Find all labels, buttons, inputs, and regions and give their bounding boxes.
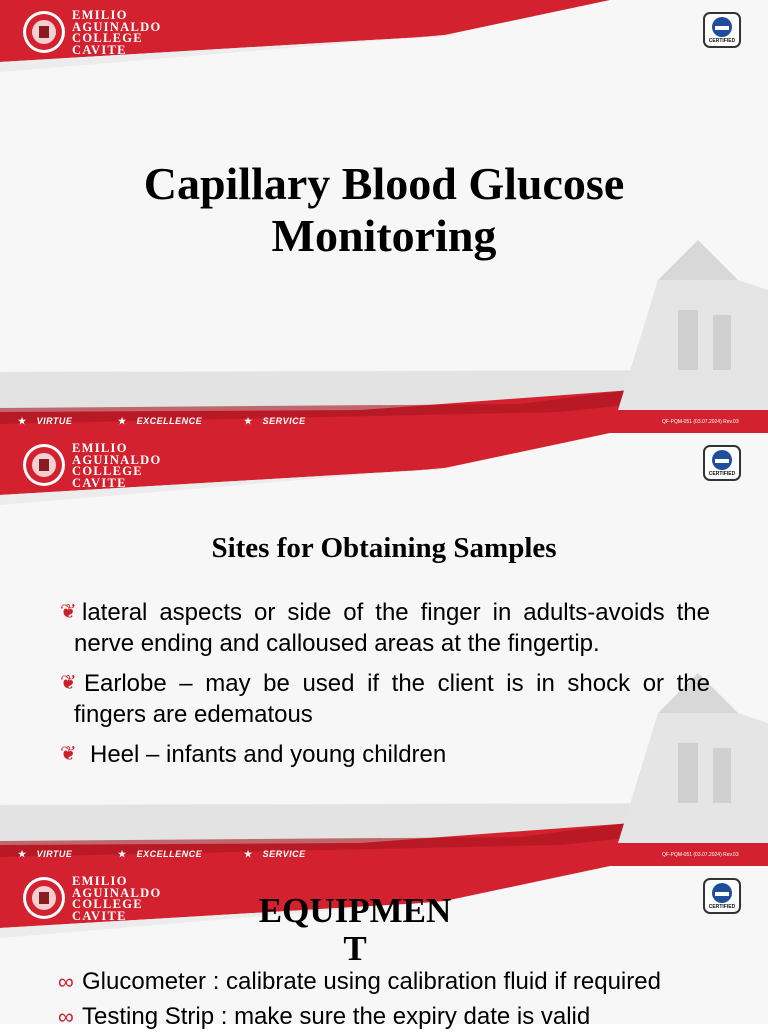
list-item: ❦ Earlobe – may be used if the client is in shock or the fingers are edematous	[60, 670, 710, 728]
footer-value-excellence: ★ EXCELLENCE	[118, 849, 203, 859]
footer-value-excellence: ★ EXCELLENCE	[118, 416, 203, 426]
footer-value-virtue: ★ VIRTUE	[18, 849, 73, 859]
fleuron-bullet-icon: ❦	[60, 672, 77, 694]
college-name: EMILIO AGUINALDO COLLEGE CAVITE	[72, 8, 162, 57]
footer-value-service: ★ SERVICE	[244, 849, 306, 859]
list-item: ❦ lateral aspects or side of the finger in adults-avoids the nerve ending and calloused areas at the fingertip.	[60, 599, 710, 657]
footer-value-virtue: ★ VIRTUE	[18, 416, 73, 426]
college-name: EMILIO AGUINALDO COLLEGE CAVITE	[72, 874, 162, 923]
college-seal-logo	[22, 10, 66, 54]
slide-1	[0, 0, 768, 433]
certified-badge: CERTIFIED	[703, 878, 741, 914]
list-item: ❦ Heel – infants and young children	[60, 741, 447, 768]
college-seal-logo	[22, 443, 66, 487]
certified-badge: CERTIFIED	[703, 12, 741, 48]
certified-icon	[709, 882, 735, 904]
infinity-bullet-icon: ∞	[58, 969, 74, 994]
college-name: EMILIO AGUINALDO COLLEGE CAVITE	[72, 441, 162, 490]
fleuron-bullet-icon: ❦	[60, 743, 77, 765]
infinity-bullet-icon: ∞	[58, 1004, 74, 1029]
list-item: ∞ Testing Strip : make sure the expiry date is valid	[58, 1003, 591, 1030]
slide-title: EQUIPMEN T	[258, 891, 452, 968]
slide-title: Capillary Blood Glucose Monitoring	[143, 158, 625, 261]
slide-title: Sites for Obtaining Samples	[211, 532, 557, 564]
doc-reference: QF-PQM-051 (03.07.2024) Rev.03	[662, 852, 739, 858]
doc-reference: QF-PQM-051 (03.07.2024) Rev.03	[662, 419, 739, 425]
bullet-list	[58, 966, 708, 1036]
certified-badge: CERTIFIED	[703, 445, 741, 481]
bullet-list	[60, 597, 710, 779]
list-item: ∞ Glucometer : calibrate using calibration fluid if required	[58, 968, 661, 995]
certified-icon	[709, 449, 735, 471]
college-seal-logo	[22, 876, 66, 920]
certified-icon	[709, 16, 735, 38]
footer-value-service: ★ SERVICE	[244, 416, 306, 426]
fleuron-bullet-icon: ❦	[60, 601, 77, 623]
